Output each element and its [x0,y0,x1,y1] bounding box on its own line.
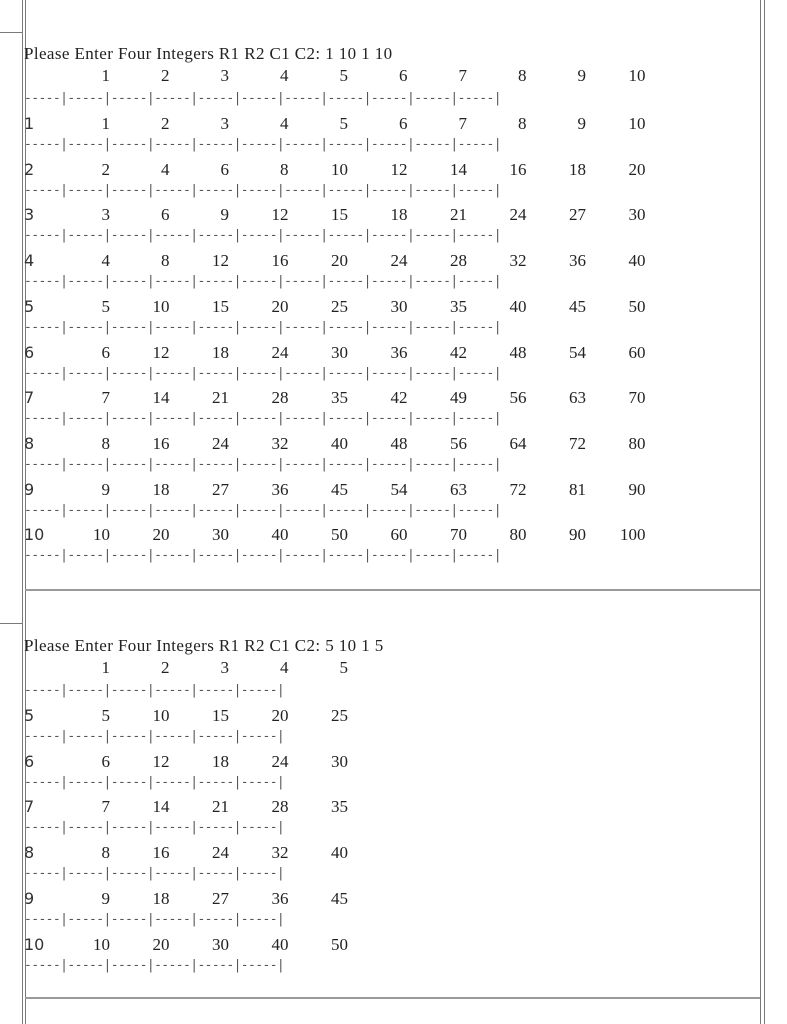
table-cell: 10 [152,706,170,725]
table-cell: 24 [271,342,289,362]
table-cell: 45 [331,479,348,499]
table-cell: 30 [212,934,229,954]
row-separator: -----|-----|-----|-----|-----|-----| [24,684,285,698]
column-header: 4 [280,66,289,85]
row-label: 5 [24,706,35,725]
table-cell: 20 [152,934,170,954]
table-cell: 20 [152,525,170,545]
row-label: 1 [24,114,35,133]
table-cell: 70 [628,388,646,408]
table-cell: 24 [390,251,408,271]
table-cell: 40 [271,934,289,954]
row-separator: -----|-----|-----|-----|-----|-----|-----|-----|-----|-----|-----| [24,138,501,152]
table-cell: 48 [390,433,408,453]
row-separator: -----|-----|-----|-----|-----|-----|-----|-----|-----|-----|-----| [24,92,501,106]
table-cell: 3 [220,114,229,133]
table-cell: 18 [212,751,229,771]
right-border-outer [764,0,765,1024]
table-cell: 6 [399,114,408,133]
table-cell: 70 [450,525,467,545]
table-cell: 21 [212,797,229,817]
table-cell: 15 [212,296,229,316]
row-label: 3 [24,205,35,225]
table-cell: 50 [331,525,348,545]
table-cell: 20 [628,159,646,179]
row-separator: -----|-----|-----|-----|-----|-----| [24,775,285,790]
table-cell: 6 [101,342,110,362]
table-cell: 20 [331,251,348,271]
column-header: 6 [399,66,408,85]
table-cell: 12 [390,159,408,179]
column-header: 8 [518,66,527,85]
row-label: 6 [24,751,35,771]
left-tick [0,32,22,33]
column-header: 1 [101,658,110,677]
table-cell: 63 [569,388,586,408]
table-cell: 21 [212,388,229,408]
row-label: 10 [24,525,45,545]
table-cell: 35 [331,388,348,408]
table-cell: 20 [271,296,289,316]
column-header: 1 [101,66,110,85]
table-cell: 6 [220,159,229,179]
table-cell: 18 [152,888,170,908]
table-cell: 42 [390,388,408,408]
left-tick [0,623,22,624]
table-cell: 56 [450,433,467,453]
table-cell: 72 [509,479,527,499]
table-cell: 2 [161,114,170,133]
table-cell: 40 [509,296,527,316]
row-separator: -----|-----|-----|-----|-----|-----|-----|-----|-----|-----|-----| [24,229,501,244]
row-separator: -----|-----|-----|-----|-----|-----| [24,867,285,882]
table-cell: 32 [271,843,289,863]
table-cell: 24 [212,433,229,453]
table-cell: 16 [152,433,170,453]
table-cell: 20 [271,706,289,725]
column-header: 9 [577,66,586,85]
row-separator: -----|-----|-----|-----|-----|-----|-----|-----|-----|-----|-----| [24,183,501,198]
table-cell: 18 [569,159,586,179]
table-cell: 36 [271,479,289,499]
table-cell: 9 [220,205,229,225]
table-cell: 7 [101,388,110,408]
table-cell: 45 [331,888,348,908]
table-cell: 27 [569,205,586,225]
row-separator: -----|-----|-----|-----|-----|-----|-----|-----|-----|-----|-----| [24,457,501,472]
table-cell: 42 [450,342,467,362]
table-cell: 35 [450,296,467,316]
row-label: 5 [24,296,35,316]
table-cell: 45 [569,296,586,316]
table-cell: 8 [518,114,527,133]
table-cell: 9 [101,479,110,499]
table-cell: 5 [101,296,110,316]
table-cell: 10 [152,296,170,316]
row-label: 4 [24,251,35,271]
right-border [760,0,761,1024]
column-header: 4 [280,658,289,677]
table-cell: 12 [152,751,170,771]
table-cell: 10 [628,114,646,133]
prompt-text: Please Enter Four Integers R1 R2 C1 C2: 5 10 1 5 [24,636,384,655]
table-cell: 15 [212,706,229,725]
row-label: 8 [24,433,35,453]
table-cell: 6 [101,751,110,771]
table-cell: 25 [331,296,348,316]
column-header: 5 [339,658,348,677]
table-cell: 72 [569,433,586,453]
table-cell: 30 [212,525,229,545]
table-cell: 5 [101,706,110,725]
row-label: 8 [24,843,35,863]
column-header: 3 [220,66,229,85]
table-cell: 27 [212,479,229,499]
row-label: 2 [24,159,35,179]
table-cell: 14 [450,159,467,179]
table-cell: 8 [161,251,170,271]
table-cell: 36 [569,251,586,271]
column-header: 5 [339,66,348,85]
left-border [22,0,23,1024]
table-cell: 30 [331,342,348,362]
table-cell: 56 [509,388,527,408]
table-cell: 10 [331,159,348,179]
table-cell: 16 [271,251,289,271]
table-cell: 40 [271,525,289,545]
table-cell: 4 [280,114,289,133]
table-cell: 3 [101,205,110,225]
row-label: 9 [24,479,35,499]
prompt-text: Please Enter Four Integers R1 R2 C1 C2: 1 10 1 10 [24,44,393,63]
table-cell: 81 [569,479,586,499]
table-cell: 64 [509,433,527,453]
table-cell: 12 [271,205,289,225]
table-cell: 30 [390,296,408,316]
table-cell: 8 [280,159,289,179]
table-cell: 90 [569,525,586,545]
row-separator: -----|-----|-----|-----|-----|-----| [24,821,285,836]
table-cell: 15 [331,205,348,225]
row-label: 6 [24,342,35,362]
table-cell: 63 [450,479,467,499]
row-label: 9 [24,888,35,908]
table-cell: 7 [101,797,110,817]
row-label: 7 [24,388,35,408]
table-cell: 14 [152,797,170,817]
table-cell: 32 [509,251,527,271]
table-cell: 40 [331,843,348,863]
table-cell: 8 [101,433,110,453]
table-cell: 48 [509,342,527,362]
table-cell: 54 [390,479,408,499]
table-cell: 90 [628,479,646,499]
table-cell: 50 [331,934,348,954]
table-cell: 24 [509,205,527,225]
row-separator: -----|-----|-----|-----|-----|-----| [24,912,285,927]
row-separator: -----|-----|-----|-----|-----|-----| [24,958,285,973]
table-cell: 40 [331,433,348,453]
table-cell: 60 [628,342,646,362]
table-cell: 25 [331,706,348,725]
table-cell: 80 [509,525,527,545]
row-label: 7 [24,797,35,817]
table-cell: 18 [390,205,408,225]
table-cell: 8 [101,843,110,863]
table-cell: 40 [628,251,646,271]
table-cell: 24 [271,751,289,771]
table-cell: 1 [101,114,110,133]
table-cell: 12 [212,251,229,271]
table-cell: 30 [331,751,348,771]
column-header: 3 [220,658,229,677]
output-block-2 [24,636,744,976]
table-cell: 18 [152,479,170,499]
row-separator: -----|-----|-----|-----|-----|-----|-----|-----|-----|-----|-----| [24,412,501,427]
table-cell: 2 [101,159,110,179]
row-separator: -----|-----|-----|-----|-----|-----|-----|-----|-----|-----|-----| [24,275,501,290]
table-cell: 28 [271,388,289,408]
table-cell: 12 [152,342,170,362]
table-cell: 60 [390,525,408,545]
table-cell: 16 [152,843,170,863]
table-cell: 14 [152,388,170,408]
table-cell: 36 [390,342,408,362]
table-cell: 30 [628,205,646,225]
table-cell: 36 [271,888,289,908]
table-cell: 28 [450,251,467,271]
table-cell: 4 [161,159,170,179]
row-separator: -----|-----|-----|-----|-----|-----|-----|-----|-----|-----|-----| [24,320,501,335]
column-header: 10 [628,66,646,85]
table-cell: 9 [101,888,110,908]
column-header: 7 [458,66,467,85]
section-divider [25,997,760,999]
table-cell: 28 [271,797,289,817]
table-cell: 10 [93,525,110,545]
table-cell: 35 [331,797,348,817]
table-cell: 100 [620,525,646,545]
row-separator: -----|-----|-----|-----|-----|-----| [24,730,285,744]
table-cell: 9 [577,114,586,133]
table-cell: 24 [212,843,229,863]
row-separator: -----|-----|-----|-----|-----|-----|-----|-----|-----|-----|-----| [24,549,501,564]
table-cell: 54 [569,342,586,362]
table-cell: 49 [450,388,467,408]
table-cell: 80 [628,433,646,453]
table-cell: 27 [212,888,229,908]
table-cell: 16 [509,159,527,179]
table-cell: 7 [458,114,467,133]
row-separator: -----|-----|-----|-----|-----|-----|-----|-----|-----|-----|-----| [24,503,501,518]
section-divider [25,589,760,591]
output-block-1 [24,44,744,584]
row-label: 10 [24,934,45,954]
column-header: 2 [161,658,170,677]
table-cell: 18 [212,342,229,362]
table-cell: 5 [339,114,348,133]
row-separator: -----|-----|-----|-----|-----|-----|-----|-----|-----|-----|-----| [24,366,501,381]
table-cell: 50 [628,296,646,316]
table-cell: 32 [271,433,289,453]
table-cell: 10 [93,934,110,954]
table-cell: 21 [450,205,467,225]
table-cell: 4 [101,251,110,271]
column-header: 2 [161,66,170,85]
table-cell: 6 [161,205,170,225]
